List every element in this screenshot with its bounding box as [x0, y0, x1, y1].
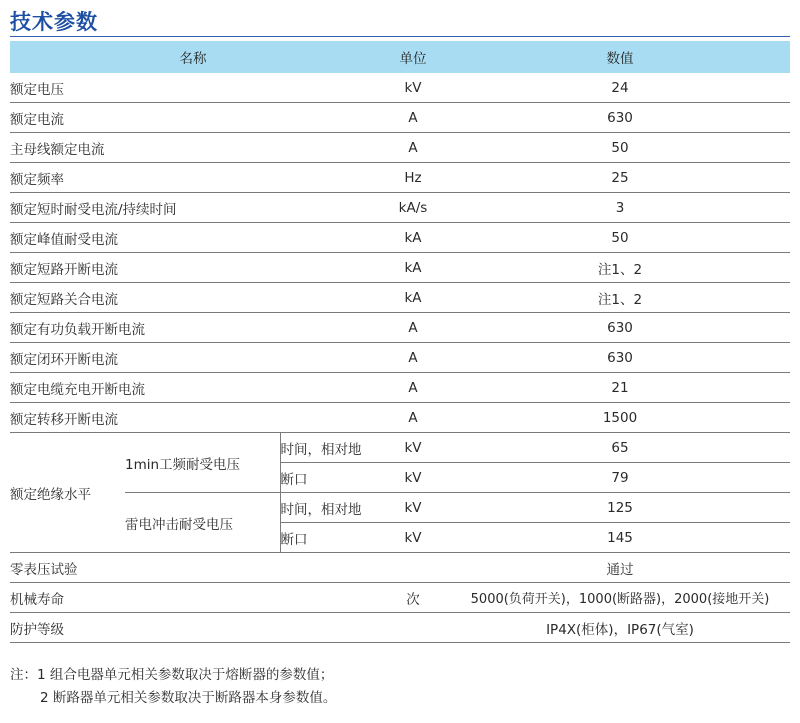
- row-value: 79: [450, 463, 790, 493]
- row-value: 通过: [450, 553, 790, 583]
- footnote-1: 注：1 组合电器单元相关参数取决于熔断器的参数值；: [10, 667, 334, 683]
- row-unit: A: [376, 343, 450, 373]
- row-unit: kA: [376, 223, 450, 253]
- row-unit: kV: [376, 493, 450, 523]
- row-value: 21: [450, 373, 790, 403]
- row-value: 145: [450, 523, 790, 553]
- row-value: 630: [450, 103, 790, 133]
- row-name: 额定电压: [10, 73, 376, 103]
- title-divider: [10, 36, 790, 37]
- row-unit: kV: [376, 523, 450, 553]
- row-name: 额定电流: [10, 103, 376, 133]
- table-row: [10, 613, 790, 643]
- row-name: 主母线额定电流: [10, 133, 376, 163]
- table-row: [10, 73, 790, 103]
- row-name: 机械寿命: [10, 583, 376, 613]
- row-unit: kA: [376, 283, 450, 313]
- row-name: 额定电缆充电开断电流: [10, 373, 376, 403]
- table-header-row: [10, 41, 790, 73]
- row-name: 额定有功负载开断电流: [10, 313, 376, 343]
- row-unit: A: [376, 133, 450, 163]
- insulation-item-label: 断口: [280, 463, 376, 493]
- footnote-2: 2 断路器单元相关参数取决于断路器本身参数值。: [40, 690, 337, 706]
- table-row: [10, 403, 790, 433]
- row-name: 额定短路开断电流: [10, 253, 376, 283]
- row-name: 零表压试验: [10, 553, 376, 583]
- header-value: 数值: [450, 41, 790, 73]
- table-row: [10, 583, 790, 613]
- insulation-item-label: 断口: [280, 523, 376, 553]
- table-row: [10, 193, 790, 223]
- table-row: [10, 103, 790, 133]
- row-value: 1500: [450, 403, 790, 433]
- row-unit: [376, 553, 450, 583]
- row-name: 额定短时耐受电流/持续时间: [10, 193, 376, 223]
- row-unit: kA: [376, 253, 450, 283]
- row-value: 50: [450, 133, 790, 163]
- table-row: [10, 343, 790, 373]
- table-row: [10, 433, 790, 463]
- footnotes: [10, 664, 336, 710]
- row-value: 24: [450, 73, 790, 103]
- row-name: 额定短路关合电流: [10, 283, 376, 313]
- row-value: 125: [450, 493, 790, 523]
- insulation-name: 额定绝缘水平: [10, 433, 125, 553]
- table-row: [10, 133, 790, 163]
- row-name: 额定峰值耐受电流: [10, 223, 376, 253]
- row-unit: A: [376, 103, 450, 133]
- row-unit: 次: [376, 583, 450, 613]
- table-row: [10, 493, 790, 523]
- row-value: 630: [450, 343, 790, 373]
- row-unit: kV: [376, 433, 450, 463]
- row-value: 25: [450, 163, 790, 193]
- row-value: 注1、2: [450, 283, 790, 313]
- table-row: [10, 283, 790, 313]
- row-name: 额定闭环开断电流: [10, 343, 376, 373]
- table-row: [10, 163, 790, 193]
- header-unit: 单位: [376, 41, 450, 73]
- row-value: 注1、2: [450, 253, 790, 283]
- insulation-group-label: 1min工频耐受电压: [125, 433, 280, 493]
- insulation-group-label: 雷电冲击耐受电压: [125, 493, 280, 553]
- row-unit: Hz: [376, 163, 450, 193]
- row-value: 50: [450, 223, 790, 253]
- table-row: [10, 373, 790, 403]
- row-unit: kV: [376, 463, 450, 493]
- row-value: 630: [450, 313, 790, 343]
- row-value: 65: [450, 433, 790, 463]
- row-unit: A: [376, 313, 450, 343]
- page-title: 技术参数: [10, 10, 98, 34]
- table-row: [10, 223, 790, 253]
- table-row: [10, 253, 790, 283]
- row-unit: kV: [376, 73, 450, 103]
- table-row: [10, 313, 790, 343]
- row-name: 额定频率: [10, 163, 376, 193]
- row-unit: A: [376, 403, 450, 433]
- row-value: IP4X(柜体)，IP67(气室): [450, 613, 790, 643]
- spec-table: [10, 41, 790, 643]
- row-name: 防护等级: [10, 613, 376, 643]
- row-unit: A: [376, 373, 450, 403]
- insulation-item-label: 时间，相对地: [280, 493, 376, 523]
- row-name: 额定转移开断电流: [10, 403, 376, 433]
- table-row: [10, 553, 790, 583]
- row-value: 5000(负荷开关)，1000(断路器)，2000(接地开关): [450, 583, 790, 613]
- row-value: 3: [450, 193, 790, 223]
- row-unit: [376, 613, 450, 643]
- insulation-item-label: 时间，相对地: [280, 433, 376, 463]
- header-name: 名称: [10, 41, 376, 73]
- row-unit: kA/s: [376, 193, 450, 223]
